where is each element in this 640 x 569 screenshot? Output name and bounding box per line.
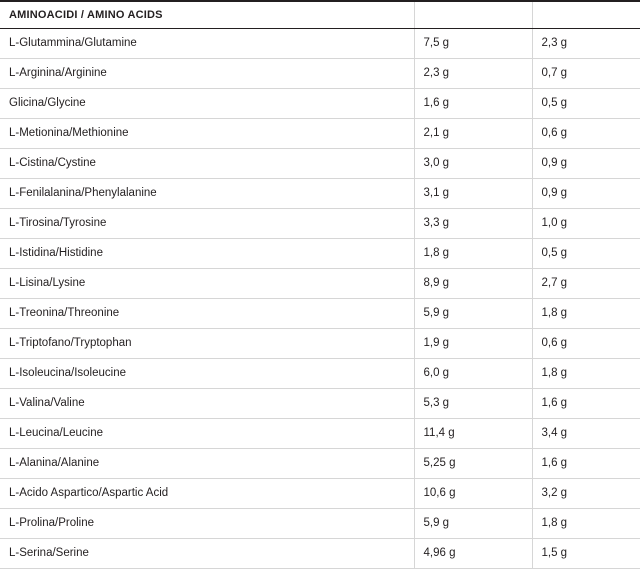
section-header-row xyxy=(0,1,640,29)
table-row xyxy=(0,509,640,539)
amino-acid-value-1: 1,8 g xyxy=(414,239,532,269)
table-row xyxy=(0,299,640,329)
amino-acid-name: L-Cistina/Cystine xyxy=(0,149,414,179)
amino-acid-value-1: 3,0 g xyxy=(414,149,532,179)
amino-acid-name: L-Tirosina/Tyrosine xyxy=(0,209,414,239)
amino-acid-value-1: 4,96 g xyxy=(414,539,532,569)
amino-acid-value-2: 0,9 g xyxy=(532,179,640,209)
amino-acid-name: L-Istidina/Histidine xyxy=(0,239,414,269)
amino-acid-value-2: 0,5 g xyxy=(532,89,640,119)
table-row xyxy=(0,359,640,389)
amino-acid-name: L-Prolina/Proline xyxy=(0,509,414,539)
amino-acid-name: L-Treonina/Threonine xyxy=(0,299,414,329)
table-row xyxy=(0,329,640,359)
table-header xyxy=(0,1,640,29)
amino-acid-value-2: 1,5 g xyxy=(532,539,640,569)
table-row xyxy=(0,179,640,209)
section-header-blank-1 xyxy=(414,1,532,29)
amino-acid-value-2: 1,6 g xyxy=(532,389,640,419)
amino-acid-name: L-Isoleucina/Isoleucine xyxy=(0,359,414,389)
table-row xyxy=(0,239,640,269)
amino-acid-name: L-Lisina/Lysine xyxy=(0,269,414,299)
amino-acid-value-1: 11,4 g xyxy=(414,419,532,449)
amino-acid-value-1: 1,9 g xyxy=(414,329,532,359)
table-row xyxy=(0,389,640,419)
amino-acid-value-1: 6,0 g xyxy=(414,359,532,389)
amino-acid-value-2: 2,3 g xyxy=(532,29,640,59)
amino-acid-name: L-Serina/Serine xyxy=(0,539,414,569)
amino-acid-value-2: 1,8 g xyxy=(532,359,640,389)
amino-acid-name: L-Alanina/Alanine xyxy=(0,449,414,479)
amino-acid-name: L-Valina/Valine xyxy=(0,389,414,419)
amino-acid-name: L-Arginina/Arginine xyxy=(0,59,414,89)
table-row xyxy=(0,89,640,119)
amino-acid-value-2: 1,8 g xyxy=(532,509,640,539)
amino-acid-value-2: 0,7 g xyxy=(532,59,640,89)
amino-acid-value-1: 2,3 g xyxy=(414,59,532,89)
section-header-label: AMINOACIDI / AMINO ACIDS xyxy=(0,1,414,29)
amino-acid-value-1: 2,1 g xyxy=(414,119,532,149)
table-row xyxy=(0,419,640,449)
amino-acid-value-1: 10,6 g xyxy=(414,479,532,509)
amino-acid-name: L-Triptofano/Tryptophan xyxy=(0,329,414,359)
amino-acid-value-2: 1,8 g xyxy=(532,299,640,329)
table-row xyxy=(0,269,640,299)
table-row xyxy=(0,479,640,509)
amino-acid-name: Glicina/Glycine xyxy=(0,89,414,119)
table-row xyxy=(0,59,640,89)
table-row xyxy=(0,119,640,149)
amino-acid-value-2: 1,0 g xyxy=(532,209,640,239)
amino-acid-value-2: 0,6 g xyxy=(532,119,640,149)
table-row xyxy=(0,149,640,179)
table-row xyxy=(0,29,640,59)
table-row xyxy=(0,449,640,479)
amino-acid-value-1: 5,9 g xyxy=(414,509,532,539)
amino-acid-value-2: 1,6 g xyxy=(532,449,640,479)
amino-acid-value-1: 1,6 g xyxy=(414,89,532,119)
amino-acid-value-1: 5,9 g xyxy=(414,299,532,329)
amino-acid-name: L-Fenilalanina/Phenylalanine xyxy=(0,179,414,209)
table-row xyxy=(0,539,640,569)
section-header-blank-2 xyxy=(532,1,640,29)
amino-acid-name: L-Metionina/Methionine xyxy=(0,119,414,149)
amino-acid-value-1: 7,5 g xyxy=(414,29,532,59)
table-row xyxy=(0,209,640,239)
amino-acid-value-2: 2,7 g xyxy=(532,269,640,299)
amino-acid-value-1: 3,1 g xyxy=(414,179,532,209)
amino-acid-value-1: 5,25 g xyxy=(414,449,532,479)
amino-acid-value-2: 0,6 g xyxy=(532,329,640,359)
amino-acid-value-2: 3,4 g xyxy=(532,419,640,449)
amino-acid-value-2: 3,2 g xyxy=(532,479,640,509)
table-body xyxy=(0,29,640,569)
amino-acid-value-1: 8,9 g xyxy=(414,269,532,299)
amino-acid-name: L-Glutammina/Glutamine xyxy=(0,29,414,59)
amino-acid-value-1: 5,3 g xyxy=(414,389,532,419)
amino-acid-name: L-Acido Aspartico/Aspartic Acid xyxy=(0,479,414,509)
amino-acid-value-1: 3,3 g xyxy=(414,209,532,239)
amino-acid-value-2: 0,9 g xyxy=(532,149,640,179)
amino-acid-value-2: 0,5 g xyxy=(532,239,640,269)
amino-acid-name: L-Leucina/Leucine xyxy=(0,419,414,449)
